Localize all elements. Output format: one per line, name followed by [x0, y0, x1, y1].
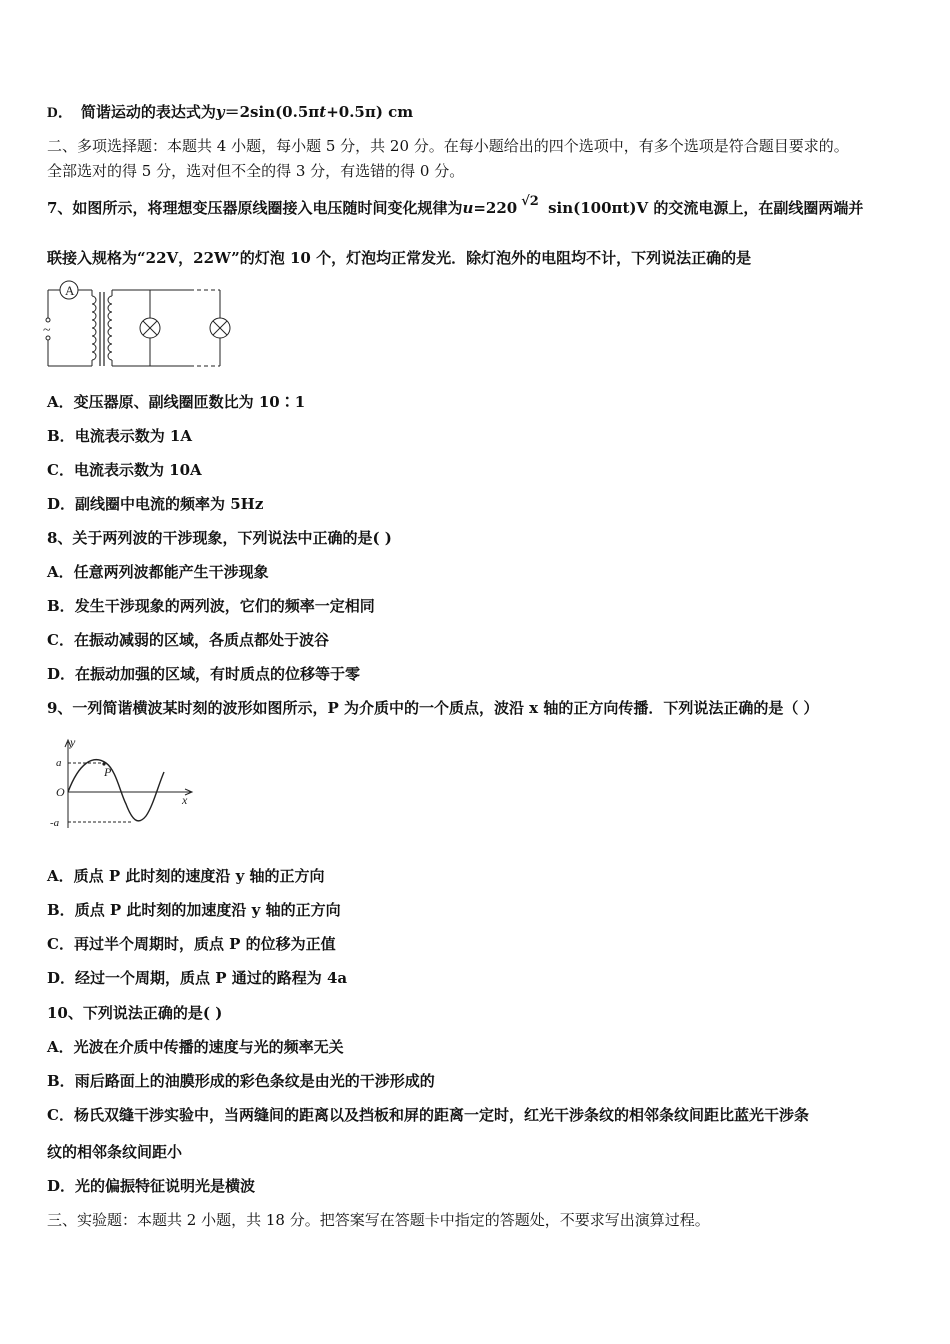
q8-option-a: A．任意两列波都能产生干涉现象 [47, 563, 269, 581]
secondary-coil [108, 296, 112, 360]
q10-option-d: D．光的偏振特征说明光是横波 [47, 1177, 256, 1195]
q10-option-a: A．光波在介质中传播的速度与光的频率无关 [47, 1038, 344, 1056]
q10-option-c: C．杨氏双缝干涉实验中，当两缝间的距离以及挡板和屏的距离一定时，红光干涉条纹的相邻条纹间距比蓝光干涉条 [47, 1106, 809, 1124]
q10-option-b: B．雨后路面上的油膜形成的彩色条纹是由光的干涉形成的 [47, 1072, 435, 1090]
ammeter-label: A [65, 283, 75, 298]
y-axis-label: y [70, 736, 76, 749]
q7-option-d: D．副线圈中电流的频率为 5Hz [47, 495, 264, 513]
wave-curve [68, 760, 164, 821]
q8-option-c: C．在振动减弱的区域，各质点都处于波谷 [47, 631, 329, 649]
q6-option-d: D． 简谐运动的表达式为y＝2sin(0.5πt+0.5π) cm [47, 103, 414, 121]
q10-stem: 10、下列说法正确的是( ) [47, 1004, 223, 1022]
q9-stem: 9、一列简谐横波某时刻的波形如图所示，P 为介质中的一个质点，波沿 x 轴的正方向传播．下列说法正确的是（ ） [47, 699, 819, 717]
q9-option-d: D．经过一个周期，质点 P 通过的路程为 4a [47, 969, 348, 987]
negative-amplitude-label: -a [50, 817, 60, 829]
amplitude-label: a [56, 757, 62, 769]
q9-option-c: C．再过半个周期时，质点 P 的位移为正值 [47, 935, 336, 953]
origin-label: O [56, 785, 65, 799]
ac-source-symbol: ~ [43, 323, 51, 338]
q9-option-b: B．质点 P 此时刻的加速度沿 y 轴的正方向 [47, 901, 341, 919]
x-axis-label: x [182, 793, 188, 807]
q8-stem: 8、关于两列波的干涉现象，下列说法中正确的是( ) [47, 529, 392, 547]
q9-option-a: A．质点 P 此时刻的速度沿 y 轴的正方向 [47, 867, 325, 885]
q8-option-b: B．发生干涉现象的两列波，它们的频率一定相同 [47, 597, 375, 615]
q7-option-c: C．电流表示数为 10A [47, 461, 202, 479]
sqrt-two: √2 [521, 194, 539, 209]
point-p-label: P [104, 765, 112, 779]
section-2-instructions-line2: 全部选对的得 5 分，选对但不全的得 3 分，有选错的得 0 分。 [47, 162, 465, 180]
q7-option-b: B．电流表示数为 1A [47, 427, 192, 445]
section-2-instructions-line1: 二、多项选择题：本题共 4 小题，每小题 5 分，共 20 分。在每小题给出的四个选项中，有多个选项是符合题目要求的。 [47, 137, 849, 155]
q10-option-c-cont: 纹的相邻条纹间距小 [47, 1143, 183, 1161]
wave-graph-figure [46, 736, 196, 832]
section-3-instructions: 三、实验题：本题共 2 小题，共 18 分。把答案写在答题卡中指定的答题处，不要求写出演算过程。 [47, 1211, 710, 1229]
q8-option-d: D．在振动加强的区域，有时质点的位移等于零 [47, 665, 361, 683]
transformer-circuit-figure [40, 278, 240, 372]
primary-coil [92, 296, 96, 360]
q7-stem-line2: 联接入规格为“22V，22W”的灯泡 10 个，灯泡均正常发光．除灯泡外的电阻均不计，下列说法正确的是 [47, 249, 752, 267]
q7-stem-line1: 7、如图所示，将理想变压器原线圈接入电压随时间变化规律为u=220 √2 sin(100πt)V 的交流电源上，在副线圈两端并 [47, 194, 864, 217]
q7-option-a: A．变压器原、副线圈匝数比为 10∶1 [47, 393, 306, 411]
